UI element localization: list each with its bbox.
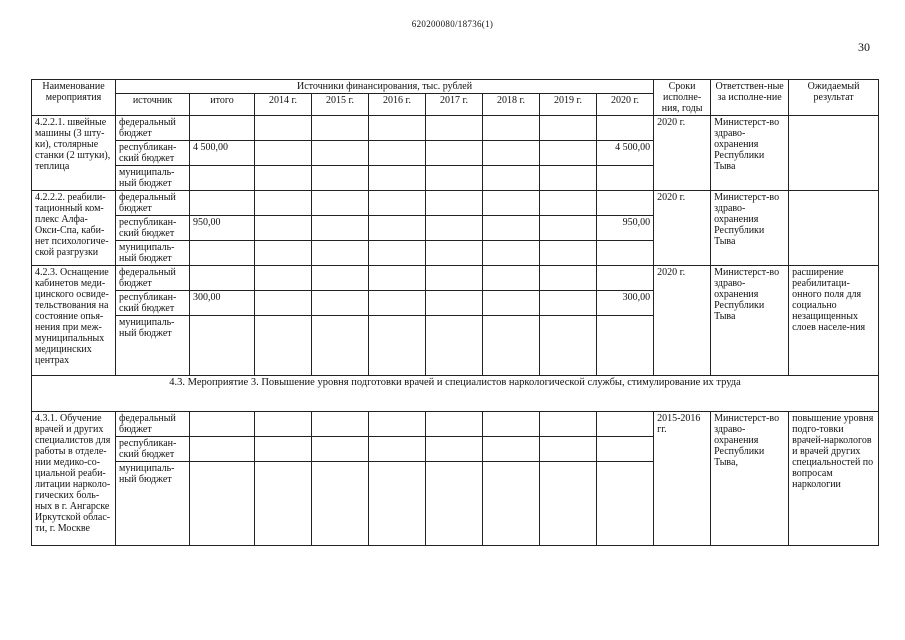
source-republic: республикан-ский бюджет [116, 141, 190, 166]
table-row-name: 4.2.3. Оснащение кабинетов меди-цинского освиде-тельствования на состояние опья-нения при меж-муниципальных медицинских центрах [32, 266, 116, 376]
table-row-deadline: 2020 г. [654, 116, 711, 191]
republic-total: 950,00 [190, 216, 255, 241]
financing-table [31, 79, 879, 546]
table-row-name: 4.2.2.1. швейные машины (3 шту-ки), столярные станки (2 штуки), теплица [32, 116, 116, 191]
table-row-result: повышение уровня подго-товки врачей-наркологов и врачей других специальностей по вопросам наркологии [789, 412, 879, 546]
source-republic: республикан-ский бюджет [116, 216, 190, 241]
table-row-name: 4.2.2.2. реабили-тационный ком-плекс Алфа-Окси-Спа, каби-нет психологиче-ской разгрузки [32, 191, 116, 266]
col-header-2020: 2020 г. [597, 94, 654, 116]
col-header-2018: 2018 г. [483, 94, 540, 116]
republic-2020: 4 500,00 [597, 141, 654, 166]
source-municipal: муниципаль-ный бюджет [116, 316, 190, 376]
col-header-2016: 2016 г. [369, 94, 426, 116]
col-header-2014: 2014 г. [255, 94, 312, 116]
col-header-name: Наименование мероприятия [32, 80, 116, 116]
table-row-result [789, 116, 879, 191]
source-republic: республикан-ский бюджет [116, 291, 190, 316]
col-header-total: итого [190, 94, 255, 116]
table-row-deadline: 2020 г. [654, 191, 711, 266]
table-row-responsible: Министерст-во здраво-охранения Республики Тыва, [711, 412, 789, 546]
table-row-deadline: 2015-2016 гг. [654, 412, 711, 546]
table-row-responsible: Министерст-во здраво-охранения Республики Тыва [711, 191, 789, 266]
source-republic: республикан-ский бюджет [116, 437, 190, 462]
col-header-source: источник [116, 94, 190, 116]
republic-2020: 950,00 [597, 216, 654, 241]
col-header-2017: 2017 г. [426, 94, 483, 116]
document-id: 620200080/18736(1) [411, 19, 494, 29]
source-municipal: муниципаль-ный бюджет [116, 166, 190, 191]
table-row-result: расширение реабилитаци-онного поля для социально незащищенных слоев населе-ния [789, 266, 879, 376]
source-federal: федеральный бюджет [116, 266, 190, 291]
col-header-deadline: Сроки исполне-ния, годы [654, 80, 711, 116]
republic-total: 4 500,00 [190, 141, 255, 166]
table-row-result [789, 191, 879, 266]
col-header-result: Ожидаемый результат [789, 80, 879, 116]
section-heading: 4.3. Мероприятие 3. Повышение уровня подготовки врачей и специалистов наркологической службы, стимулирование их труда [32, 376, 879, 412]
page-number: 30 [858, 40, 870, 54]
table-row-responsible: Министерст-во здраво-охранения Республики Тыва [711, 266, 789, 376]
source-federal: федеральный бюджет [116, 412, 190, 437]
source-federal: федеральный бюджет [116, 116, 190, 141]
col-header-responsible: Ответствен-ные за исполне-ние [711, 80, 789, 116]
col-header-sources: Источники финансирования, тыс. рублей [116, 80, 654, 94]
table-row-responsible: Министерст-во здраво-охранения Республики Тыва [711, 116, 789, 191]
source-municipal: муниципаль-ный бюджет [116, 462, 190, 546]
source-municipal: муниципаль-ный бюджет [116, 241, 190, 266]
republic-2020: 300,00 [597, 291, 654, 316]
col-header-2015: 2015 г. [312, 94, 369, 116]
table-row-name: 4.3.1. Обучение врачей и других специалистов для работы в отделе-нии медико-со-циальной реаби-литации нарколо-гических боль-ных в г. Ангарске Иркутской облас-ти, г. Москве [32, 412, 116, 546]
col-header-2019: 2019 г. [540, 94, 597, 116]
table-row-deadline: 2020 г. [654, 266, 711, 376]
republic-total: 300,00 [190, 291, 255, 316]
source-federal: федеральный бюджет [116, 191, 190, 216]
